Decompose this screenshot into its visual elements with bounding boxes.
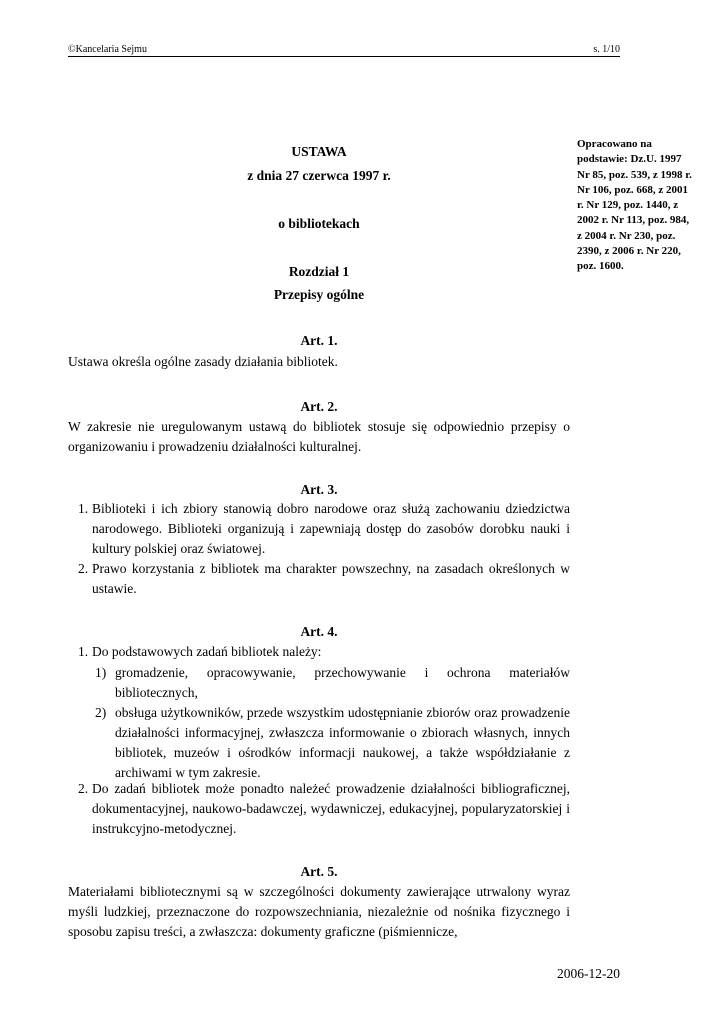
header-rule bbox=[68, 56, 620, 57]
article-3-list bbox=[78, 499, 570, 599]
list-item bbox=[78, 779, 570, 839]
document-date: z dnia 27 czerwca 1997 r. bbox=[247, 168, 391, 183]
document-subject: o bibliotekach bbox=[278, 216, 360, 231]
chapter-number: Rozdział 1 bbox=[288, 264, 350, 279]
subitem-text: obsługa użytkowników, przede wszystkim udostępnianie zbiorów oraz prowadzenie działalności informacyjnej, zwłaszcza informowanie o zbiorach własnych, innych bibliotek, muzeów i ośrodków informacji naukowej, a także współdziałanie z archiwami w tym zakresie. bbox=[115, 705, 570, 780]
document-title: USTAWA bbox=[291, 144, 347, 159]
article-5-text: Materiałami bibliotecznymi są w szczególności dokumenty zawierające utrwalony wyraz myśli ludzkiej, przeznaczone do rozpowszechniania, niezależnie od nośnika fizycznego i sposobu zapisu treści, a zwłaszcza: dokumenty graficzne (piśmiennicze, bbox=[68, 884, 570, 939]
article-2-text: W zakresie nie uregulowanym ustawą do bibliotek stosuje się odpowiednio przepisy o organizowaniu i prowadzeniu działalności kulturalnej. bbox=[68, 419, 570, 454]
article-2-heading: Art. 2. bbox=[300, 399, 338, 414]
article-4-heading: Art. 4. bbox=[300, 624, 338, 639]
item-number: 1. bbox=[78, 501, 89, 516]
subitem-text: gromadzenie, opracowywanie, przechowywanie i ochrona materiałów bibliotecznych, bbox=[115, 665, 570, 700]
list-item bbox=[78, 559, 570, 599]
item-text: Do podstawowych zadań bibliotek należy: bbox=[92, 644, 322, 659]
article-3-heading: Art. 3. bbox=[300, 482, 338, 497]
item-number: 2. bbox=[78, 781, 89, 796]
list-item bbox=[78, 642, 570, 662]
list-item bbox=[95, 703, 570, 783]
chapter-name: Przepisy ogólne bbox=[273, 287, 365, 302]
item-number: 2. bbox=[78, 561, 89, 576]
article-1-heading: Art. 1. bbox=[300, 333, 338, 348]
article-4-item-2 bbox=[78, 779, 570, 839]
article-5-heading: Art. 5. bbox=[300, 864, 338, 879]
article-4-subitems bbox=[95, 663, 570, 783]
item-text: Do zadań bibliotek może ponadto należeć prowadzenie działalności bibliograficznej, dokumentacyjnej, naukowo-badawczej, wydawniczej, edukacyjnej, popularyzatorskiej i instrukcyjno-metodycznej. bbox=[92, 781, 570, 836]
item-number: 1. bbox=[78, 644, 89, 659]
list-item bbox=[95, 663, 570, 703]
article-4-item-1 bbox=[78, 642, 570, 662]
subitem-number: 1) bbox=[95, 665, 107, 680]
subitem-number: 2) bbox=[95, 705, 107, 720]
article-1-text: Ustawa określa ogólne zasady działania bibliotek. bbox=[68, 354, 338, 369]
item-text: Biblioteki i ich zbiory stanowią dobro narodowe oraz służą zachowaniu dziedzictwa narodowego. Biblioteki organizują i zapewniają dostęp do zasobów dorobku nauki i kultury polskiej oraz światowej. bbox=[92, 501, 570, 556]
item-text: Prawo korzystania z bibliotek ma charakter powszechny, na zasadach określonych w ustawie. bbox=[92, 561, 570, 596]
source-note: Opracowano na podstawie: Dz.U. 1997 Nr 85, poz. 539, z 1998 r. Nr 106, poz. 668, z 2001 r. Nr 129, poz. 1440, z 2002 r. Nr 113, poz. 984, z 2004 r. Nr 230, poz. 2390, z 2006 r. Nr 220, poz. 1600. bbox=[577, 138, 692, 273]
footer-date: 2006-12-20 bbox=[557, 966, 620, 981]
list-item bbox=[78, 499, 570, 559]
header-publisher: ©Kancelaria Sejmu bbox=[68, 44, 147, 55]
header-page-number: s. 1/10 bbox=[593, 44, 620, 55]
